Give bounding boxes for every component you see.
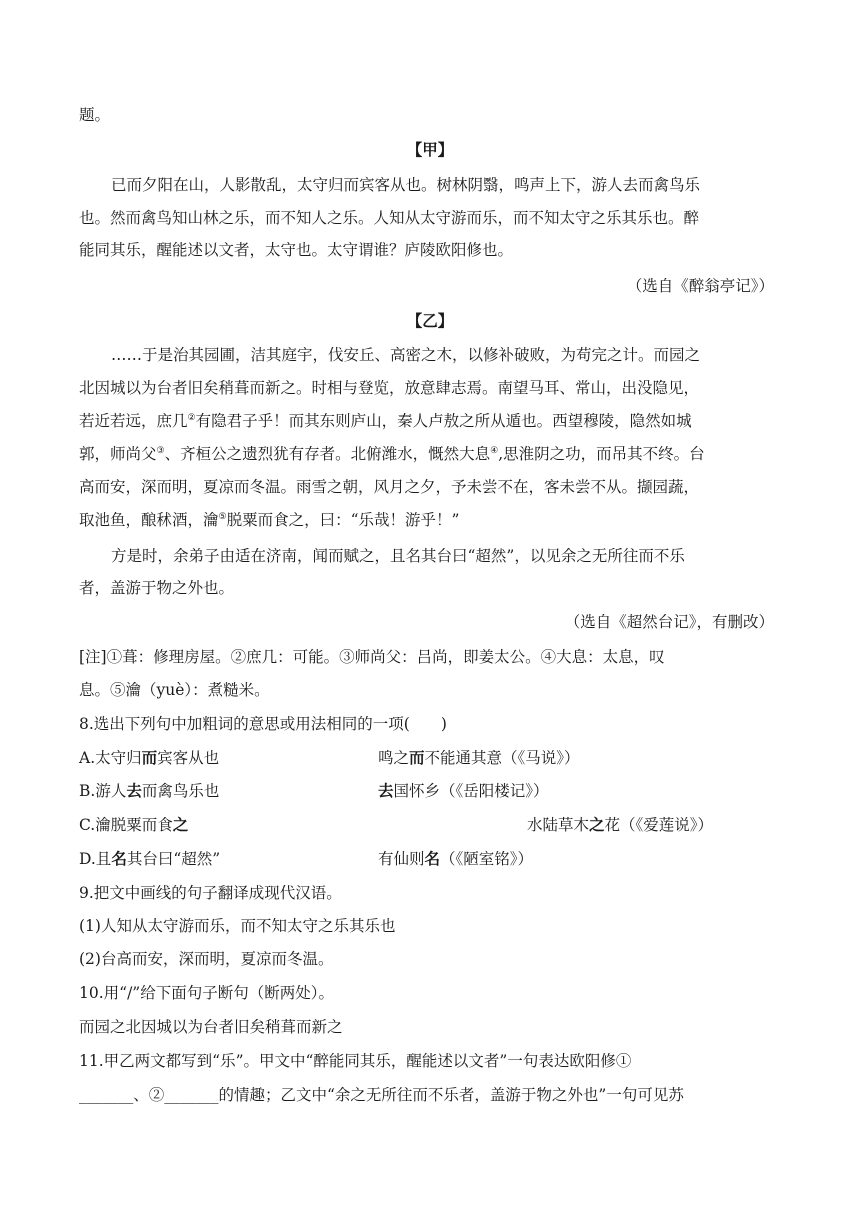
text-segment: 而禽鸟乐也 xyxy=(141,782,220,800)
q9-stem: 9.把文中画线的句子翻译成现代汉语。 xyxy=(79,884,342,902)
text-segment: 国怀乡（《岳阳楼记》） xyxy=(393,782,549,800)
text-segment: 有隐君子乎！而其东则庐山，秦人卢敖之所从遁也。西望穆陵，隐然如城 xyxy=(195,412,692,430)
text-segment: 若近若远，庶几 xyxy=(79,412,188,430)
footnote-marker: ⑤ xyxy=(218,512,227,522)
text-segment: 不能通其意（《马说》） xyxy=(424,749,580,767)
notes-line: 息。⑤瀹（yuè）：煮糙米。 xyxy=(79,681,270,699)
bold-word: 名 xyxy=(111,849,127,868)
text-segment: ,思淮阴之功，而吊其不终。台 xyxy=(498,445,705,463)
q9-sentence-2: (2)台高而安，深而明，夏凉而冬温。 xyxy=(79,950,334,968)
q11-line: 11.甲乙两文都写到“乐”。甲文中“醉能同其乐，醒能述以文者”一句表达欧阳修① xyxy=(79,1052,632,1070)
jia-line: 已而夕阳在山，人影散乱，太守归而宾客从也。树林阴翳，鸣声上下，游人去而禽鸟乐 xyxy=(111,176,701,194)
text-segment: D.且 xyxy=(79,850,112,868)
text-segment: 花（《爱莲说》） xyxy=(604,816,714,834)
yi-line: 高而安，深而明，夏凉而冬温。雨雪之朝，风月之夕，予未尝不在，客未尝不从。撷园蔬， xyxy=(79,478,700,496)
text-segment: 取池鱼，酿秫酒，瀹 xyxy=(79,511,219,529)
yi-line xyxy=(79,411,692,431)
yi-line: 方是时，余弟子由适在济南，闻而赋之，且名其台曰“超然”，以见余之无所往而不乐 xyxy=(111,547,685,565)
q8-option-b-compare xyxy=(378,781,549,801)
yi-line: ……于是治其园圃，洁其庭宇，伐安丘、高密之木，以修补破败，为苟完之计。而园之 xyxy=(111,346,701,364)
notes-line: [注]①葺：修理房屋。②庶几：可能。③师尚父：吕尚，即姜太公。④大息：太息，叹 xyxy=(79,648,665,666)
bold-word: 之 xyxy=(172,815,189,834)
text-segment: A.太守归 xyxy=(79,749,142,767)
text-segment: （《陋室铭》） xyxy=(440,850,534,868)
footnote-marker: ③ xyxy=(156,446,165,456)
footnote-marker: ④ xyxy=(490,446,499,456)
q10-stem: 10.用“/”给下面句子断句（断两处）。 xyxy=(79,984,334,1002)
q8-option-d-compare xyxy=(378,849,533,869)
q10-sentence: 而园之北因城以为台者旧矣稍葺而新之 xyxy=(79,1018,343,1036)
jia-heading: 【甲】 xyxy=(406,140,454,159)
jia-line: 能同其乐，醒能述以文者，太守也。太守谓谁？庐陵欧阳修也。 xyxy=(79,241,514,259)
text-segment: 宾客从也 xyxy=(157,749,220,767)
footnote-marker: ② xyxy=(187,413,196,423)
bold-word: 名 xyxy=(424,849,441,868)
text-segment: B.游人 xyxy=(79,782,127,800)
text-segment: 水陆草木 xyxy=(527,816,590,834)
yi-line xyxy=(79,444,705,464)
q8-option-c xyxy=(79,815,188,835)
q8-option-c-compare xyxy=(527,815,713,835)
jia-line: 也。然而禽鸟知山林之乐，而不知人之乐。人知从太守游而乐，而不知太守之乐其乐也。醉 xyxy=(79,209,700,227)
bold-word: 去 xyxy=(378,781,394,800)
text-segment: 有仙则 xyxy=(378,850,425,868)
yi-line xyxy=(79,510,459,530)
bold-word: 去 xyxy=(126,781,142,800)
text-segment: 、齐桓公之遗烈犹有存者。北俯潍水，慨然大息 xyxy=(164,445,491,463)
text-segment: 脱粟而食之，曰：“乐哉！游乎！” xyxy=(226,511,460,529)
intro-text: 题。 xyxy=(79,106,111,124)
text-segment: C.瀹脱粟而食 xyxy=(79,816,173,834)
yi-line: 北因城以为台者旧矣稍葺而新之。时相与登览，放意肆志焉。南望马耳、常山，出没隐见， xyxy=(79,379,700,397)
text-segment: 郭，师尚父 xyxy=(79,445,157,463)
text-segment: 鸣之 xyxy=(378,749,410,767)
bold-word: 而 xyxy=(409,748,425,767)
q8-option-d xyxy=(79,849,220,869)
q8-stem: 8.选出下列句中加粗词的意思或用法相同的一项( ) xyxy=(79,715,447,733)
q11-line: _______、②_______的情趣；乙文中“余之无所往而不乐者，盖游于物之外也”一句可见苏 xyxy=(79,1086,684,1104)
q8-option-b xyxy=(79,781,219,801)
bold-word: 之 xyxy=(589,815,605,834)
q9-sentence-1: (1)人知从太守游而乐，而不知太守之乐其乐也 xyxy=(79,917,396,935)
yi-heading: 【乙】 xyxy=(406,311,454,330)
jia-source: （选自《醉翁亭记》） xyxy=(626,277,774,295)
q8-option-a-compare xyxy=(378,748,580,768)
q8-option-a xyxy=(79,748,219,768)
yi-line: 者，盖游于物之外也。 xyxy=(79,579,235,597)
bold-word: 而 xyxy=(141,748,158,767)
yi-source: （选自《超然台记》，有删改） xyxy=(564,613,774,631)
text-segment: 其台曰“超然” xyxy=(126,850,221,868)
